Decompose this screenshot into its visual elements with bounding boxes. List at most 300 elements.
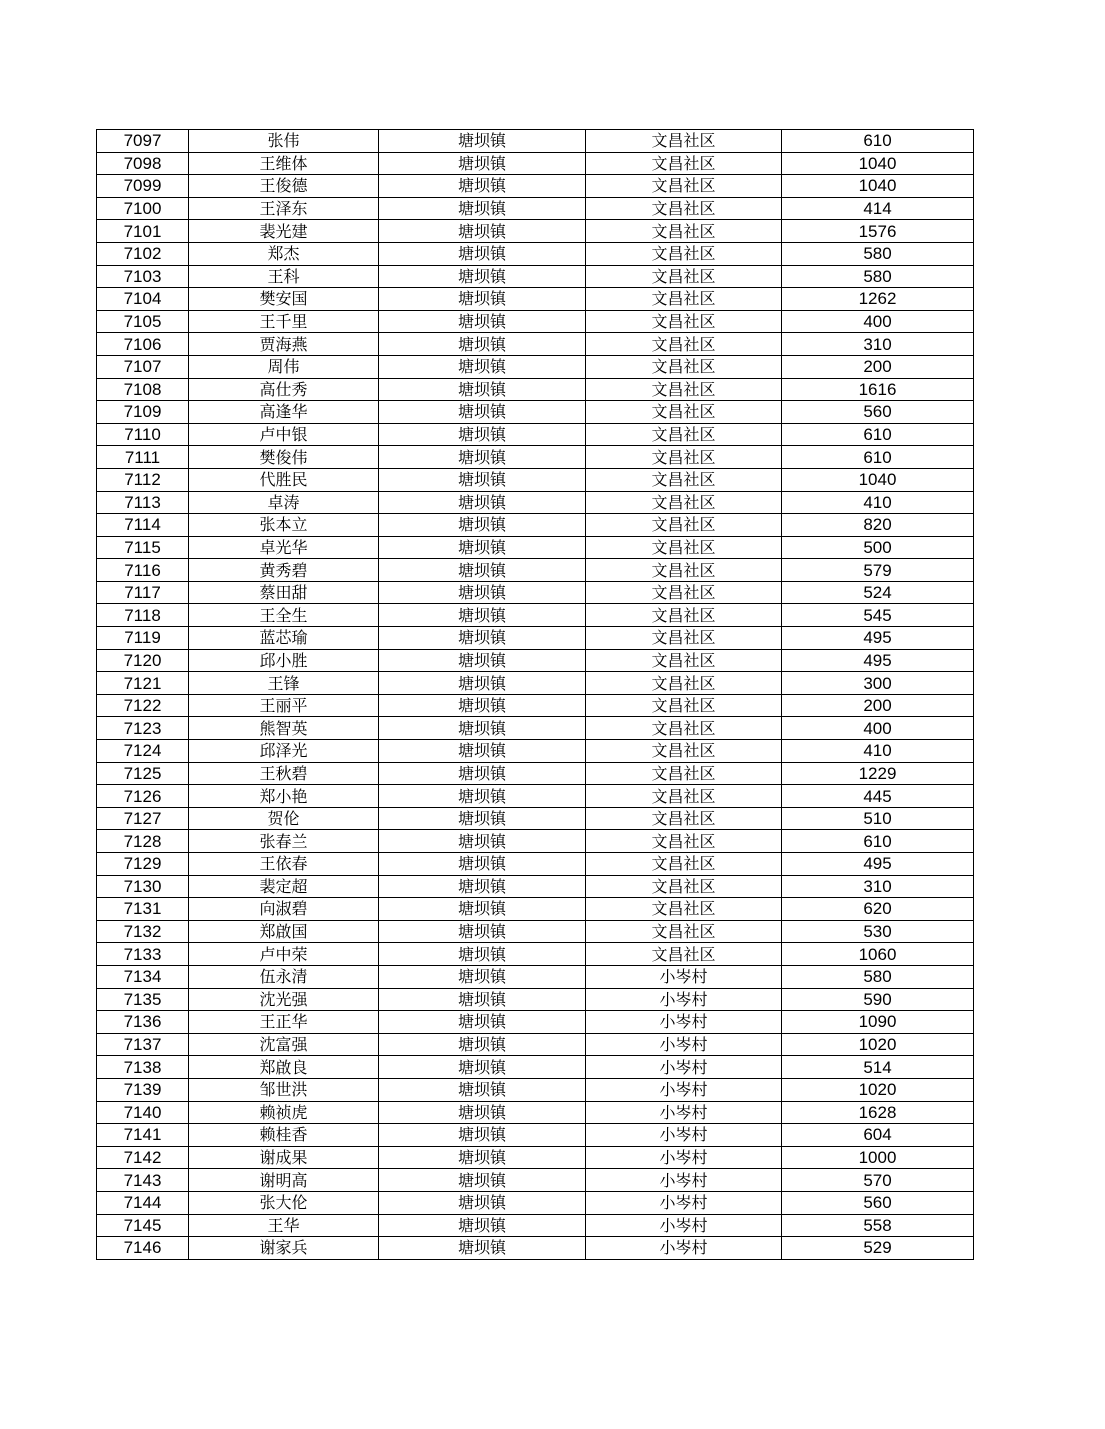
cell-amount: 560 (782, 1191, 974, 1214)
cell-amount: 820 (782, 514, 974, 537)
cell-name: 王华 (189, 1214, 379, 1237)
cell-amount: 1040 (782, 175, 974, 198)
cell-town: 塘坝镇 (379, 1101, 586, 1124)
cell-number: 7132 (97, 920, 189, 943)
table-row (97, 491, 974, 514)
cell-town: 塘坝镇 (379, 1078, 586, 1101)
cell-town: 塘坝镇 (379, 401, 586, 424)
cell-number: 7126 (97, 785, 189, 808)
cell-amount: 500 (782, 536, 974, 559)
cell-amount: 1229 (782, 762, 974, 785)
cell-town: 塘坝镇 (379, 740, 586, 763)
table-row (97, 310, 974, 333)
cell-number: 7120 (97, 649, 189, 672)
table-row (97, 627, 974, 650)
cell-number: 7098 (97, 152, 189, 175)
cell-name: 王锋 (189, 672, 379, 695)
cell-number: 7106 (97, 333, 189, 356)
cell-village: 小岑村 (586, 1124, 782, 1147)
cell-village: 文昌社区 (586, 265, 782, 288)
cell-town: 塘坝镇 (379, 152, 586, 175)
cell-name: 卓涛 (189, 491, 379, 514)
cell-village: 文昌社区 (586, 378, 782, 401)
table-row (97, 1124, 974, 1147)
cell-village: 文昌社区 (586, 559, 782, 582)
table-row (97, 1056, 974, 1079)
cell-town: 塘坝镇 (379, 604, 586, 627)
cell-town: 塘坝镇 (379, 378, 586, 401)
cell-amount: 1628 (782, 1101, 974, 1124)
table-row (97, 1237, 974, 1260)
cell-number: 7102 (97, 242, 189, 265)
cell-name: 裴定超 (189, 875, 379, 898)
cell-town: 塘坝镇 (379, 1033, 586, 1056)
cell-number: 7107 (97, 355, 189, 378)
cell-name: 王秋碧 (189, 762, 379, 785)
table-row (97, 649, 974, 672)
table-row (97, 559, 974, 582)
cell-name: 王千里 (189, 310, 379, 333)
cell-amount: 400 (782, 310, 974, 333)
table-row (97, 785, 974, 808)
table-row (97, 378, 974, 401)
table-row (97, 1146, 974, 1169)
cell-town: 塘坝镇 (379, 694, 586, 717)
table-row (97, 875, 974, 898)
cell-village: 文昌社区 (586, 604, 782, 627)
cell-amount: 1090 (782, 1011, 974, 1034)
cell-village: 小岑村 (586, 1033, 782, 1056)
cell-village: 文昌社区 (586, 717, 782, 740)
cell-amount: 1262 (782, 288, 974, 311)
cell-number: 7101 (97, 220, 189, 243)
cell-name: 沈光强 (189, 988, 379, 1011)
cell-town: 塘坝镇 (379, 807, 586, 830)
cell-town: 塘坝镇 (379, 536, 586, 559)
cell-name: 蔡田甜 (189, 581, 379, 604)
cell-town: 塘坝镇 (379, 581, 586, 604)
cell-town: 塘坝镇 (379, 242, 586, 265)
cell-number: 7116 (97, 559, 189, 582)
cell-number: 7119 (97, 627, 189, 650)
cell-number: 7110 (97, 423, 189, 446)
table-row (97, 242, 974, 265)
cell-name: 伍永清 (189, 965, 379, 988)
cell-town: 塘坝镇 (379, 830, 586, 853)
cell-village: 文昌社区 (586, 197, 782, 220)
cell-town: 塘坝镇 (379, 1237, 586, 1260)
cell-name: 熊智英 (189, 717, 379, 740)
cell-amount: 510 (782, 807, 974, 830)
table-row (97, 197, 974, 220)
cell-town: 塘坝镇 (379, 649, 586, 672)
cell-name: 贾海燕 (189, 333, 379, 356)
table-row (97, 830, 974, 853)
cell-village: 文昌社区 (586, 943, 782, 966)
cell-name: 谢成果 (189, 1146, 379, 1169)
cell-amount: 524 (782, 581, 974, 604)
cell-name: 樊安国 (189, 288, 379, 311)
cell-town: 塘坝镇 (379, 988, 586, 1011)
cell-amount: 620 (782, 898, 974, 921)
cell-village: 小岑村 (586, 1146, 782, 1169)
cell-village: 文昌社区 (586, 446, 782, 469)
cell-village: 文昌社区 (586, 288, 782, 311)
cell-amount: 560 (782, 401, 974, 424)
cell-village: 文昌社区 (586, 649, 782, 672)
table-row (97, 468, 974, 491)
table-row (97, 853, 974, 876)
cell-name: 裴光建 (189, 220, 379, 243)
cell-village: 文昌社区 (586, 468, 782, 491)
cell-name: 卢中荣 (189, 943, 379, 966)
cell-village: 文昌社区 (586, 694, 782, 717)
table-row (97, 1011, 974, 1034)
cell-name: 卓光华 (189, 536, 379, 559)
cell-amount: 580 (782, 242, 974, 265)
cell-village: 文昌社区 (586, 627, 782, 650)
table-row (97, 423, 974, 446)
cell-town: 塘坝镇 (379, 559, 586, 582)
cell-name: 王俊德 (189, 175, 379, 198)
cell-village: 文昌社区 (586, 491, 782, 514)
cell-name: 谢明高 (189, 1169, 379, 1192)
cell-name: 沈富强 (189, 1033, 379, 1056)
cell-number: 7104 (97, 288, 189, 311)
table-row (97, 288, 974, 311)
cell-name: 郑啟国 (189, 920, 379, 943)
cell-amount: 558 (782, 1214, 974, 1237)
cell-village: 文昌社区 (586, 242, 782, 265)
cell-name: 代胜民 (189, 468, 379, 491)
cell-number: 7113 (97, 491, 189, 514)
cell-town: 塘坝镇 (379, 265, 586, 288)
cell-village: 文昌社区 (586, 875, 782, 898)
cell-name: 郑杰 (189, 242, 379, 265)
cell-town: 塘坝镇 (379, 672, 586, 695)
cell-amount: 1020 (782, 1078, 974, 1101)
cell-village: 文昌社区 (586, 740, 782, 763)
table-row (97, 1078, 974, 1101)
table-row (97, 740, 974, 763)
cell-village: 文昌社区 (586, 762, 782, 785)
cell-number: 7140 (97, 1101, 189, 1124)
cell-village: 文昌社区 (586, 807, 782, 830)
table-row (97, 694, 974, 717)
cell-number: 7099 (97, 175, 189, 198)
cell-number: 7109 (97, 401, 189, 424)
cell-amount: 545 (782, 604, 974, 627)
cell-village: 文昌社区 (586, 152, 782, 175)
cell-town: 塘坝镇 (379, 875, 586, 898)
cell-amount: 580 (782, 265, 974, 288)
cell-number: 7127 (97, 807, 189, 830)
cell-village: 文昌社区 (586, 785, 782, 808)
cell-village: 文昌社区 (586, 853, 782, 876)
cell-name: 王维体 (189, 152, 379, 175)
cell-name: 张本立 (189, 514, 379, 537)
cell-name: 高逢华 (189, 401, 379, 424)
cell-name: 赖桂香 (189, 1124, 379, 1147)
cell-village: 小岑村 (586, 988, 782, 1011)
cell-name: 向淑碧 (189, 898, 379, 921)
cell-town: 塘坝镇 (379, 175, 586, 198)
cell-village: 文昌社区 (586, 672, 782, 695)
table-row (97, 355, 974, 378)
cell-number: 7134 (97, 965, 189, 988)
table-row (97, 514, 974, 537)
cell-amount: 590 (782, 988, 974, 1011)
table-row (97, 401, 974, 424)
cell-number: 7136 (97, 1011, 189, 1034)
cell-town: 塘坝镇 (379, 423, 586, 446)
cell-number: 7138 (97, 1056, 189, 1079)
cell-amount: 310 (782, 333, 974, 356)
cell-village: 文昌社区 (586, 581, 782, 604)
cell-amount: 300 (782, 672, 974, 695)
cell-number: 7144 (97, 1191, 189, 1214)
cell-town: 塘坝镇 (379, 310, 586, 333)
cell-name: 王全生 (189, 604, 379, 627)
cell-amount: 514 (782, 1056, 974, 1079)
cell-town: 塘坝镇 (379, 130, 586, 153)
cell-name: 郑小艳 (189, 785, 379, 808)
cell-town: 塘坝镇 (379, 288, 586, 311)
cell-town: 塘坝镇 (379, 1056, 586, 1079)
table-row (97, 130, 974, 153)
cell-village: 文昌社区 (586, 898, 782, 921)
cell-number: 7131 (97, 898, 189, 921)
cell-town: 塘坝镇 (379, 333, 586, 356)
cell-name: 郑啟良 (189, 1056, 379, 1079)
cell-town: 塘坝镇 (379, 943, 586, 966)
cell-amount: 1576 (782, 220, 974, 243)
table-row (97, 333, 974, 356)
table-row (97, 1191, 974, 1214)
cell-number: 7137 (97, 1033, 189, 1056)
cell-amount: 200 (782, 694, 974, 717)
cell-town: 塘坝镇 (379, 1191, 586, 1214)
cell-number: 7135 (97, 988, 189, 1011)
table-row (97, 807, 974, 830)
cell-number: 7128 (97, 830, 189, 853)
table-row (97, 988, 974, 1011)
cell-amount: 579 (782, 559, 974, 582)
cell-name: 邱泽光 (189, 740, 379, 763)
table-row (97, 1214, 974, 1237)
cell-number: 7139 (97, 1078, 189, 1101)
cell-amount: 414 (782, 197, 974, 220)
table-row (97, 1033, 974, 1056)
cell-name: 卢中银 (189, 423, 379, 446)
cell-village: 小岑村 (586, 1191, 782, 1214)
cell-town: 塘坝镇 (379, 627, 586, 650)
table-row (97, 604, 974, 627)
cell-town: 塘坝镇 (379, 1214, 586, 1237)
cell-amount: 200 (782, 355, 974, 378)
cell-name: 樊俊伟 (189, 446, 379, 469)
cell-amount: 604 (782, 1124, 974, 1147)
cell-name: 王正华 (189, 1011, 379, 1034)
cell-amount: 1020 (782, 1033, 974, 1056)
cell-number: 7124 (97, 740, 189, 763)
cell-amount: 1040 (782, 152, 974, 175)
cell-number: 7141 (97, 1124, 189, 1147)
table-row (97, 965, 974, 988)
table-row (97, 265, 974, 288)
cell-number: 7122 (97, 694, 189, 717)
table-row (97, 762, 974, 785)
cell-amount: 495 (782, 853, 974, 876)
cell-village: 小岑村 (586, 1056, 782, 1079)
cell-town: 塘坝镇 (379, 491, 586, 514)
cell-amount: 610 (782, 423, 974, 446)
cell-name: 谢家兵 (189, 1237, 379, 1260)
cell-town: 塘坝镇 (379, 220, 586, 243)
cell-amount: 410 (782, 740, 974, 763)
table-row (97, 581, 974, 604)
table-row (97, 717, 974, 740)
table-row (97, 152, 974, 175)
cell-amount: 1060 (782, 943, 974, 966)
cell-name: 王泽东 (189, 197, 379, 220)
cell-town: 塘坝镇 (379, 920, 586, 943)
cell-amount: 445 (782, 785, 974, 808)
cell-number: 7142 (97, 1146, 189, 1169)
table-row (97, 1169, 974, 1192)
cell-town: 塘坝镇 (379, 1146, 586, 1169)
cell-town: 塘坝镇 (379, 965, 586, 988)
cell-amount: 580 (782, 965, 974, 988)
cell-name: 邱小胜 (189, 649, 379, 672)
cell-village: 文昌社区 (586, 830, 782, 853)
cell-number: 7133 (97, 943, 189, 966)
cell-village: 小岑村 (586, 1169, 782, 1192)
cell-village: 文昌社区 (586, 920, 782, 943)
cell-name: 贺伦 (189, 807, 379, 830)
cell-number: 7103 (97, 265, 189, 288)
cell-village: 文昌社区 (586, 220, 782, 243)
cell-amount: 495 (782, 627, 974, 650)
cell-number: 7100 (97, 197, 189, 220)
cell-name: 张春兰 (189, 830, 379, 853)
cell-amount: 410 (782, 491, 974, 514)
table-row (97, 672, 974, 695)
cell-number: 7125 (97, 762, 189, 785)
cell-name: 黄秀碧 (189, 559, 379, 582)
table-row (97, 175, 974, 198)
cell-town: 塘坝镇 (379, 898, 586, 921)
data-table (96, 129, 974, 1260)
cell-town: 塘坝镇 (379, 853, 586, 876)
cell-village: 小岑村 (586, 1237, 782, 1260)
cell-village: 文昌社区 (586, 310, 782, 333)
table-row (97, 220, 974, 243)
cell-name: 王丽平 (189, 694, 379, 717)
cell-town: 塘坝镇 (379, 355, 586, 378)
cell-village: 小岑村 (586, 1078, 782, 1101)
cell-village: 文昌社区 (586, 423, 782, 446)
cell-amount: 610 (782, 130, 974, 153)
cell-number: 7121 (97, 672, 189, 695)
cell-number: 7105 (97, 310, 189, 333)
cell-amount: 310 (782, 875, 974, 898)
table-row (97, 446, 974, 469)
cell-town: 塘坝镇 (379, 1011, 586, 1034)
cell-number: 7145 (97, 1214, 189, 1237)
cell-amount: 1616 (782, 378, 974, 401)
cell-name: 王依春 (189, 853, 379, 876)
table-row (97, 920, 974, 943)
cell-village: 文昌社区 (586, 175, 782, 198)
cell-town: 塘坝镇 (379, 197, 586, 220)
cell-amount: 495 (782, 649, 974, 672)
cell-town: 塘坝镇 (379, 514, 586, 537)
cell-village: 小岑村 (586, 1214, 782, 1237)
cell-number: 7146 (97, 1237, 189, 1260)
cell-amount: 570 (782, 1169, 974, 1192)
cell-village: 文昌社区 (586, 514, 782, 537)
cell-village: 文昌社区 (586, 130, 782, 153)
cell-village: 文昌社区 (586, 333, 782, 356)
cell-amount: 1000 (782, 1146, 974, 1169)
cell-amount: 529 (782, 1237, 974, 1260)
table-row (97, 943, 974, 966)
cell-number: 7130 (97, 875, 189, 898)
cell-name: 周伟 (189, 355, 379, 378)
cell-number: 7143 (97, 1169, 189, 1192)
table-row (97, 1101, 974, 1124)
cell-number: 7097 (97, 130, 189, 153)
cell-village: 文昌社区 (586, 401, 782, 424)
cell-town: 塘坝镇 (379, 468, 586, 491)
cell-town: 塘坝镇 (379, 785, 586, 808)
cell-number: 7123 (97, 717, 189, 740)
cell-village: 文昌社区 (586, 536, 782, 559)
cell-name: 蓝芯瑜 (189, 627, 379, 650)
cell-amount: 610 (782, 446, 974, 469)
cell-name: 邹世洪 (189, 1078, 379, 1101)
cell-village: 文昌社区 (586, 355, 782, 378)
table-row (97, 898, 974, 921)
cell-amount: 530 (782, 920, 974, 943)
cell-amount: 1040 (782, 468, 974, 491)
cell-number: 7112 (97, 468, 189, 491)
cell-name: 赖祯虎 (189, 1101, 379, 1124)
cell-number: 7118 (97, 604, 189, 627)
cell-town: 塘坝镇 (379, 762, 586, 785)
cell-name: 张伟 (189, 130, 379, 153)
cell-name: 张大伦 (189, 1191, 379, 1214)
cell-number: 7111 (97, 446, 189, 469)
cell-town: 塘坝镇 (379, 1124, 586, 1147)
cell-name: 王科 (189, 265, 379, 288)
cell-number: 7115 (97, 536, 189, 559)
table-row (97, 536, 974, 559)
cell-number: 7129 (97, 853, 189, 876)
cell-number: 7114 (97, 514, 189, 537)
cell-town: 塘坝镇 (379, 717, 586, 740)
table-body (97, 130, 974, 1260)
cell-amount: 610 (782, 830, 974, 853)
cell-village: 小岑村 (586, 965, 782, 988)
cell-number: 7108 (97, 378, 189, 401)
cell-town: 塘坝镇 (379, 1169, 586, 1192)
cell-amount: 400 (782, 717, 974, 740)
cell-name: 高仕秀 (189, 378, 379, 401)
cell-town: 塘坝镇 (379, 446, 586, 469)
cell-village: 小岑村 (586, 1101, 782, 1124)
